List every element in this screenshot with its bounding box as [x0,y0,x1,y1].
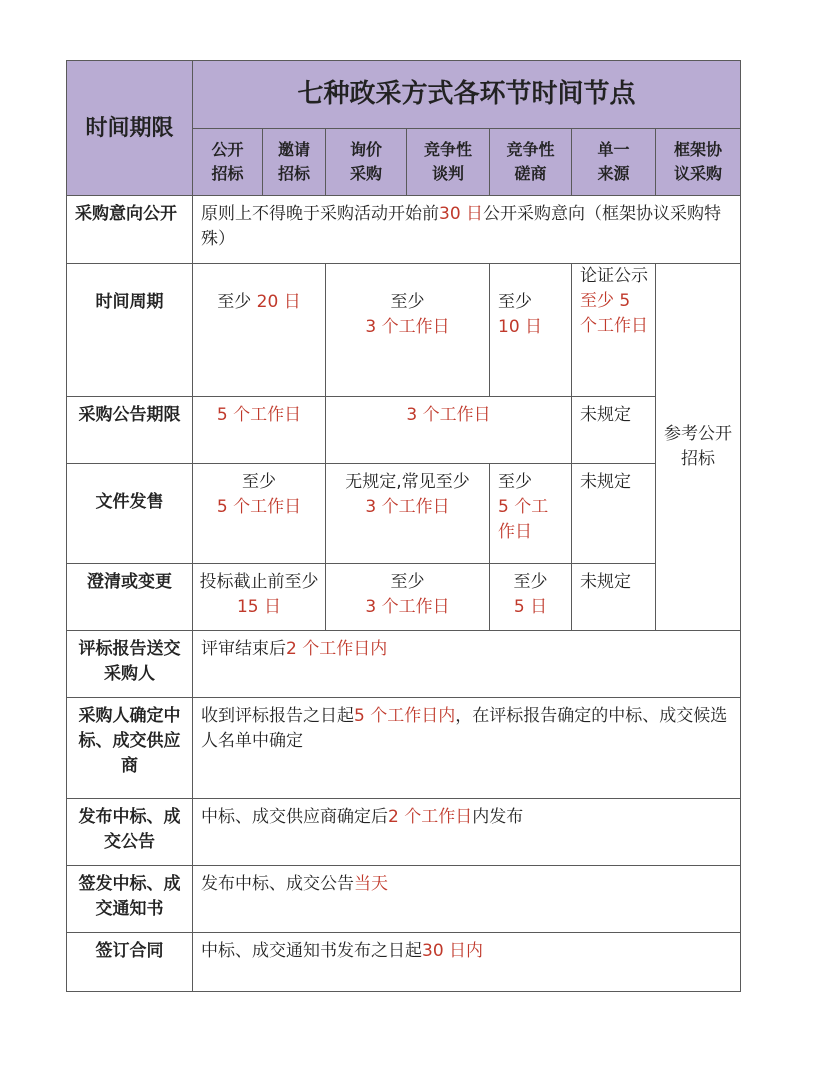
method-inquiry: 询价 采购 [326,129,407,196]
notice-open: 5 个工作日 [193,397,326,464]
row-label-contract: 签订合同 [67,933,193,992]
period-invited-inquiry: 至少 3 个工作日 [326,264,490,397]
period-open: 至少 20 日 [193,264,326,397]
row-label-docs: 文件发售 [67,464,193,564]
corner-header: 时间期限 [67,61,193,196]
docs-mid: 无规定,常见至少 3 个工作日 [326,464,490,564]
row-label-confirm: 采购人确定中标、成交供应商 [67,698,193,799]
docs-single-source: 未规定 [572,464,656,564]
row-label-notice: 采购公告期限 [67,397,193,464]
docs-open: 至少 5 个工作日 [193,464,326,564]
clarify-mid: 至少 3 个工作日 [326,564,490,631]
period-single-source: 论证公示至少 5 个工作日 [572,264,656,397]
time-node-table [66,60,741,992]
row-label-publish: 发布中标、成交公告 [67,799,193,866]
clarify-open: 投标截止前至少15 日 [193,564,326,631]
row-label-period: 时间周期 [67,264,193,397]
publish-text: 中标、成交供应商确定后2 个工作日内发布 [193,799,741,866]
row-label-issue: 签发中标、成交通知书 [67,866,193,933]
method-invited-tender: 邀请 招标 [263,129,326,196]
method-competitive-negotiation: 竞争性 谈判 [407,129,490,196]
confirm-text: 收到评标报告之日起5 个工作日内，在评标报告确定的中标、成交候选人名单中确定 [193,698,741,799]
method-open-tender: 公开 招标 [193,129,263,196]
row-label-intent: 采购意向公开 [67,196,193,264]
contract-text: 中标、成交通知书发布之日起30 日内 [193,933,741,992]
notice-mid: 3 个工作日 [326,397,572,464]
row-label-report: 评标报告送交采购人 [67,631,193,698]
period-consultation: 至少 10 日 [490,264,572,397]
notice-single-source: 未规定 [572,397,656,464]
table-title: 七种政采方式各环节时间节点 [193,61,741,129]
report-text: 评审结束后2 个工作日内 [193,631,741,698]
framework-note: 参考公开招标 [656,264,741,631]
method-framework: 框架协 议采购 [656,129,741,196]
method-competitive-consultation: 竞争性 磋商 [490,129,572,196]
clarify-consultation: 至少 5 日 [490,564,572,631]
clarify-single-source: 未规定 [572,564,656,631]
docs-consultation: 至少 5 个工作日 [490,464,572,564]
row-label-clarify: 澄清或变更 [67,564,193,631]
intent-text: 原则上不得晚于采购活动开始前30 日公开采购意向（框架协议采购特殊） [193,196,741,264]
issue-text: 发布中标、成交公告当天 [193,866,741,933]
method-single-source: 单一 来源 [572,129,656,196]
